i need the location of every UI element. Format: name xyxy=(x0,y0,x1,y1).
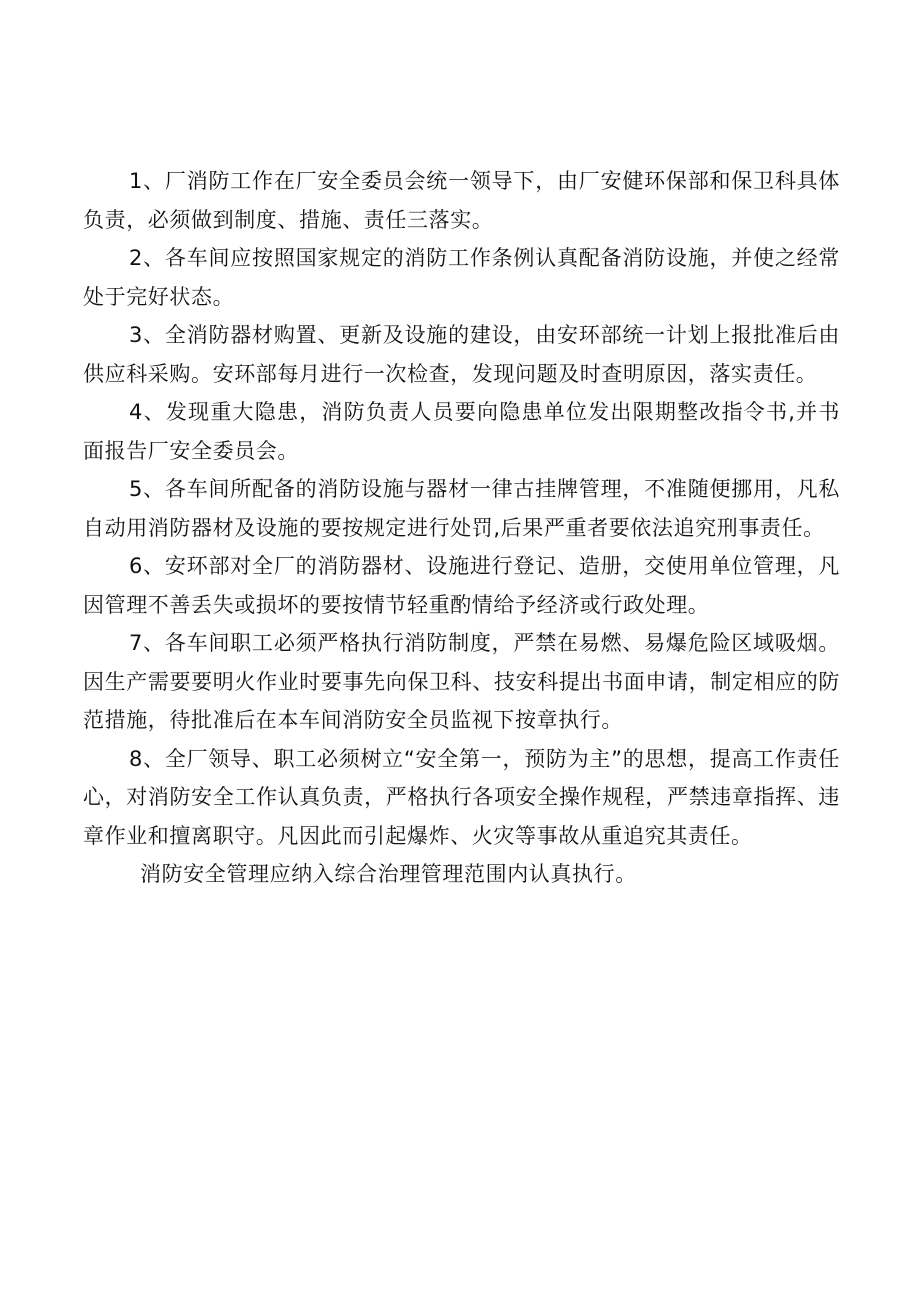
paragraph-8: 8、全厂领导、职工必须树立“安全第一，预防为主”的思想，提高工作责任心，对消防安全工作认真负责，严格执行各项安全操作规程，严禁违章指挥、违章作业和擅离职守。凡因此而引起爆炸、火灾等事故从重追究其责任。 xyxy=(83,746,840,848)
document-body xyxy=(83,162,840,894)
paragraph-3: 3、全消防器材购置、更新及设施的建设，由安环部统一计划上报批准后由供应科采购。安环部每月进行一次检查，发现问题及时查明原因，落实责任。 xyxy=(83,323,840,386)
paragraph-4: 4、发现重大隐患，消防负责人员要向隐患单位发出限期整改指令书,并书面报告厂安全委员会。 xyxy=(83,400,840,463)
paragraph-2: 2、各车间应按照国家规定的消防工作条例认真配备消防设施，并使之经常处于完好状态。 xyxy=(83,246,840,309)
closing-statement: 消防安全管理应纳入综合治理管理范围内认真执行。 xyxy=(140,862,637,886)
paragraph-5: 5、各车间所配备的消防设施与器材一律古挂牌管理，不准随便挪用，凡私自动用消防器材及设施的要按规定进行处罚,后果严重者要依法追究刑事责任。 xyxy=(83,477,840,540)
paragraph-6: 6、安环部对全厂的消防器材、设施进行登记、造册，交使用单位管理，凡因管理不善丢失或损坏的要按情节轻重酌情给予经济或行政处理。 xyxy=(83,554,840,617)
paragraph-1: 1、厂消防工作在厂安全委员会统一领导下，由厂安健环保部和保卫科具体负责，必须做到制度、措施、责任三落实。 xyxy=(83,169,840,232)
paragraph-7: 7、各车间职工必须严格执行消防制度，严禁在易燃、易爆危险区域吸烟。因生产需要要明火作业时要事先向保卫科、技安科提出书面申请，制定相应的防范措施，待批准后在本车间消防安全员监视下按章执行。 xyxy=(83,631,840,732)
